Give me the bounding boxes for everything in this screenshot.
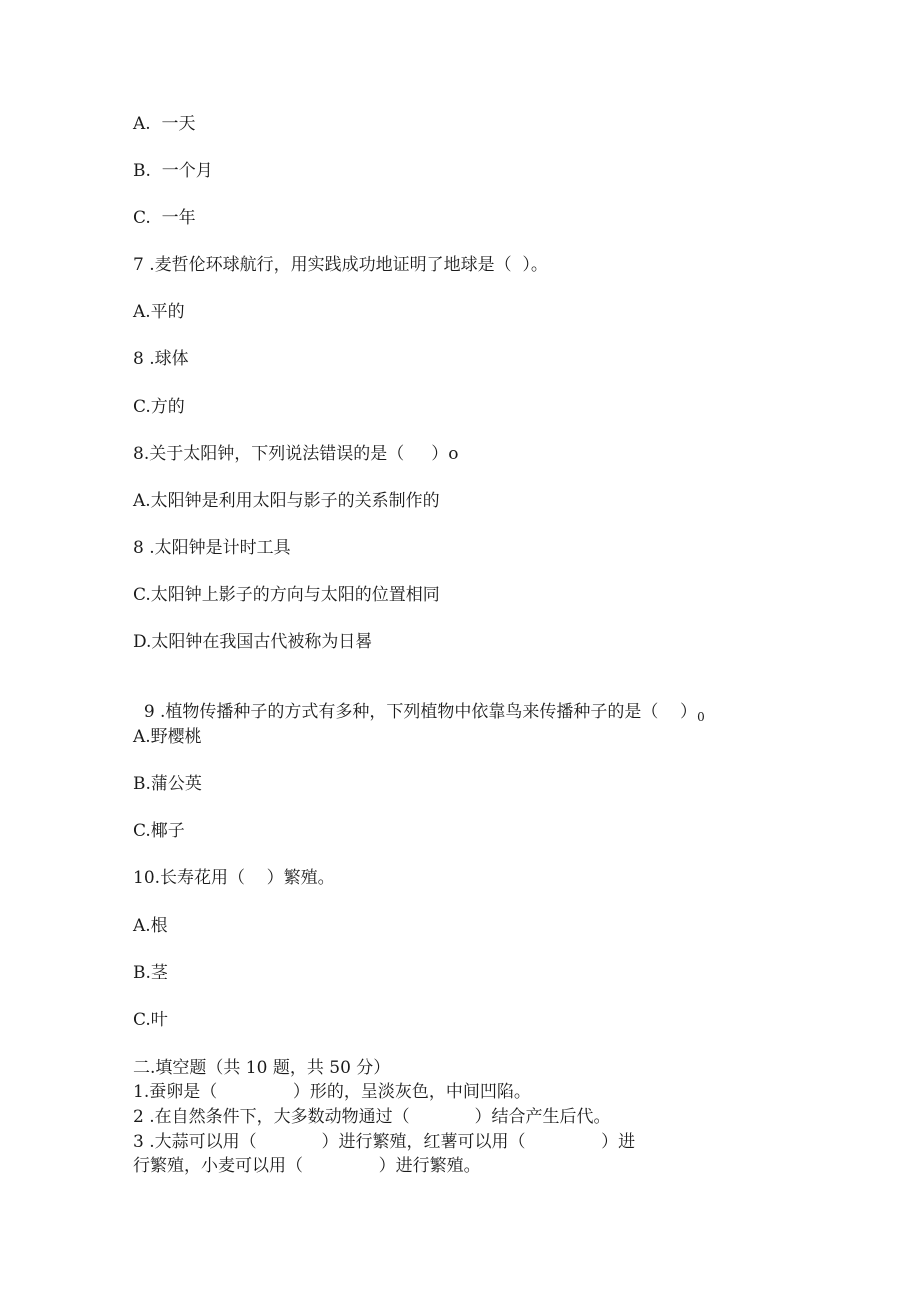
q7-option-b: 8 .球体 xyxy=(133,349,189,369)
q10-stem: 10.长寿花用（ ）繁殖。 xyxy=(133,868,335,888)
fill-blank-line-2: 2 .在自然条件下，大多数动物通过（ ）结合产生后代。 xyxy=(133,1107,611,1127)
fill-blank-line-4: 行繁殖，小麦可以用（ ）进行繁殖。 xyxy=(133,1156,481,1176)
q9-option-b: B.蒲公英 xyxy=(133,774,202,794)
q6-option-a: A. 一天 xyxy=(133,114,196,134)
q10-option-c: C.叶 xyxy=(133,1010,168,1030)
fill-blank-line-1: 1.蚕卵是（ ）形的，呈淡灰色，中间凹陷。 xyxy=(133,1082,531,1102)
q7-option-a: A.平的 xyxy=(133,302,185,322)
q8-stem: 8.关于太阳钟，下列说法错误的是（ ）o xyxy=(133,444,459,464)
q9-option-c: C.椰子 xyxy=(133,821,185,841)
q7-option-c: C.方的 xyxy=(133,397,185,417)
q9-stem-text: 9 .植物传播种子的方式有多种，下列植物中依靠鸟来传播种子的是（ ） xyxy=(143,702,698,722)
q6-option-c: C. 一年 xyxy=(133,208,196,228)
q6-option-b: B. 一个月 xyxy=(133,161,213,181)
fill-blank-line-3: 3 .大蒜可以用（ ）进行繁殖，红薯可以用（ ）进 xyxy=(133,1132,636,1152)
q8-option-c: C.太阳钟上影子的方向与太阳的位置相同 xyxy=(133,585,440,605)
section2-heading: 二.填空题（共 10 题，共 50 分） xyxy=(133,1058,391,1078)
q8-option-a: A.太阳钟是利用太阳与影子的关系制作的 xyxy=(133,491,440,511)
q9-option-a: A.野樱桃 xyxy=(133,727,202,747)
q10-option-b: B.茎 xyxy=(133,963,168,983)
q7-stem: 7 .麦哲伦环球航行，用实践成功地证明了地球是（ ）。 xyxy=(133,255,548,275)
q8-option-b: 8 .太阳钟是计时工具 xyxy=(133,538,291,558)
q9-stem-tail: 0 xyxy=(697,710,705,724)
q8-option-d: D.太阳钟在我国古代被称为日晷 xyxy=(133,632,373,652)
q10-option-a: A.根 xyxy=(133,916,168,936)
q9-stem xyxy=(133,679,705,728)
